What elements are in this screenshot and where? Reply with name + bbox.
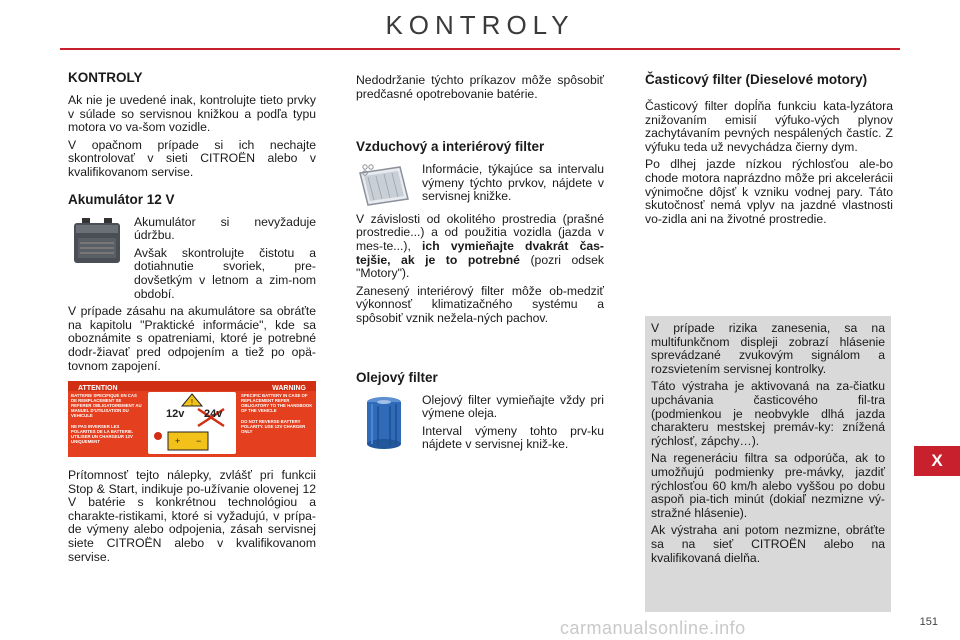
particle-filter-warning-box bbox=[645, 316, 891, 612]
battery-warning-label bbox=[68, 381, 316, 457]
battery-paragraph-2: Avšak skontrolujte čistotu a dotiahnutie svoriek, pre-dovšetkým v letnom a zim-nom období. bbox=[134, 245, 316, 301]
section-heading-battery: Akumulátor 12 V bbox=[68, 191, 175, 207]
warning-box-paragraph-2: Táto výstraha je aktivovaná na za-čiatku upchávania časticového fil-tra (podmienkou je neobvykle dlhá jazda charakteru mestskej premáv-ky: znížená rýchlosť, zápchy…). bbox=[651, 379, 885, 448]
air-filter-paragraph-2 bbox=[356, 213, 604, 281]
warning-box-paragraph-4: Ak výstraha ani potom nezmizne, obráťte sa na sieť CITROËN alebo na kvalifikovaná dielňa. bbox=[651, 523, 885, 565]
oil-filter-paragraph-2: Interval výmeny tohto prv-ku nájdete v servisnej kniž-ke. bbox=[422, 423, 604, 452]
label-left-text-2: NE PAS INVERSER LES POLARITES DE LA BATTERIE. UTILISER UN CHARGEUR 12V UNIQUEMENT bbox=[71, 424, 134, 445]
title-divider bbox=[60, 48, 900, 50]
label-header bbox=[68, 381, 316, 391]
watermark: carmanualsonline.info bbox=[560, 618, 746, 638]
label-right-text-1: SPECIFIC BATTERY IN CASE OF REPLACEMENT REFER OBLIGATORY TO THE HANDBOOK OF THE VEHICLE bbox=[241, 393, 313, 414]
oil-filter-icon bbox=[356, 394, 414, 456]
svg-text:+: + bbox=[175, 436, 181, 447]
air-filter-icon bbox=[356, 163, 414, 213]
chapter-tab: X bbox=[914, 446, 960, 476]
intro-paragraph-2: V opačnom prípade si ich nechajte skontrolovať v sieti CITROËN alebo v kvalifikovanom servise. bbox=[68, 137, 316, 179]
label-right-text bbox=[241, 393, 313, 434]
battery-warning-paragraph: Nedodržanie týchto príkazov môže spôsobiť predčasné opotrebovanie batérie. bbox=[356, 73, 604, 101]
label-right-text-2: DO NOT REVERSE BATTERY POLARITY. USE 12V CHARGER ONLY bbox=[241, 419, 306, 435]
air-filter-text-bold: ich vymieňajte dvakrát čas-tejšie, ak je to potrebné bbox=[356, 238, 604, 267]
air-filter-text-c: (pozri odsek "Motory"). bbox=[356, 252, 604, 281]
column-middle bbox=[356, 74, 604, 456]
column-left bbox=[68, 70, 316, 568]
section-heading-particle-filter: Časticový filter (Dieselové motory) bbox=[645, 72, 868, 87]
page-title: KONTROLY bbox=[385, 10, 575, 40]
label-24v: 24v bbox=[204, 408, 223, 421]
particle-filter-paragraph-1: Časticový filter dopĺňa funkciu kata-lyzátora znižovaním emisií výfuko-vých plynov zachytávaním pevných nespálených častíc. Z výfuku teda už nevychádza čierny dym. bbox=[645, 99, 893, 154]
page-number: 151 bbox=[919, 616, 938, 628]
air-filter-text-a: V závislosti od okolitého prostredia (prašné prostredie...) a od použitia vozidla (jazda v mes-te...), bbox=[356, 211, 604, 253]
air-filter-block bbox=[356, 163, 604, 213]
label-center-graphic bbox=[148, 392, 236, 454]
warning-box-paragraph-3: Na regeneráciu filtra sa odporúča, ak to umožňujú podmienky pre-mávky, jazdiť rýchlosťou 60 km/h alebo vyššou po dobu aspoň pia-tich minút (dokiaľ nezmizne vý-stražné hlásenie). bbox=[651, 451, 885, 520]
oil-filter-block bbox=[356, 394, 604, 456]
section-heading-oil-filter: Olejový filter bbox=[356, 369, 438, 385]
column-right bbox=[645, 72, 893, 230]
battery-paragraph-4: Prítomnosť tejto nálepky, zvlášť pri funkcii Stop & Start, indikuje po-užívanie olovenej 12 V batérie s konkrétnou technológiou a charakte-ristikami, ktoré si vyžadujú, v prípa-de výmeny alebo odpojenia, zásah servisnej siete CITROËN alebo v kvalifikovanom servise. bbox=[68, 468, 316, 564]
intro-paragraph-1: Ak nie je uvedené inak, kontrolujte tieto prvky v súlade so servisnou knižkou a podľa typu motora vo va-šom vozidle. bbox=[68, 93, 316, 135]
svg-text:−: − bbox=[196, 436, 202, 447]
air-filter-paragraph-3: Zanesený interiérový filter môže ob-medziť výkonnosť klimatizačného systému a spôsobiť vznik nežela-ných pachov. bbox=[356, 283, 604, 325]
oil-filter-paragraph-1: Olejový filter vymieňajte vždy pri výmene oleja. bbox=[422, 392, 604, 421]
warning-box-paragraph-1: V prípade rizika zanesenia, sa na multifunkčnom displeji zobrazí hlásenie sprevádzané zvukovým signálom a rozsvietením servisnej kontrolky. bbox=[651, 321, 885, 376]
battery-paragraph-3: V prípade zásahu na akumulátore sa obráťte na kapitolu "Praktické informácie", kde sa oboznámite s opatreniami, ktoré je potrebné dodr-žiavať pred odpojením a tiež po opä-tovnom zapojení. bbox=[68, 304, 316, 373]
air-filter-paragraph-1: Informácie, týkajúce sa intervalu výmeny týchto prvkov, nájdete v servisnej knižke. bbox=[422, 162, 604, 204]
label-left-text-1: BATTERIE SPECIFIQUE EN CAS DE REMPLACEMENT SE REFERER OBLIGATOIREMENT AU MANUEL D'UTILISATION DU VEHICULE bbox=[71, 393, 142, 419]
section-heading-air-filter: Vzduchový a interiérový filter bbox=[356, 139, 545, 155]
battery-paragraph-1: Akumulátor si nevyžaduje údržbu. bbox=[134, 214, 316, 243]
svg-text:!: ! bbox=[190, 398, 194, 408]
battery-icon bbox=[68, 216, 126, 306]
label-attention: ATTENTION bbox=[78, 385, 118, 393]
label-left-text bbox=[71, 393, 143, 444]
battery-block bbox=[68, 216, 316, 306]
label-warning: WARNING bbox=[272, 385, 306, 393]
label-12v: 12v bbox=[166, 408, 185, 421]
section-heading-kontroly: KONTROLY bbox=[68, 70, 143, 85]
particle-filter-paragraph-2: Po dlhej jazde nízkou rýchlosťou ale-bo chode motora naprázdno môže pri akcelerácii výnimočne dôjsť k vzniku vodnej pary. Táto skutočnosť nemá vplyv na jazdné vlastnosti vo-zidla ani na životné prostredie. bbox=[645, 157, 893, 226]
